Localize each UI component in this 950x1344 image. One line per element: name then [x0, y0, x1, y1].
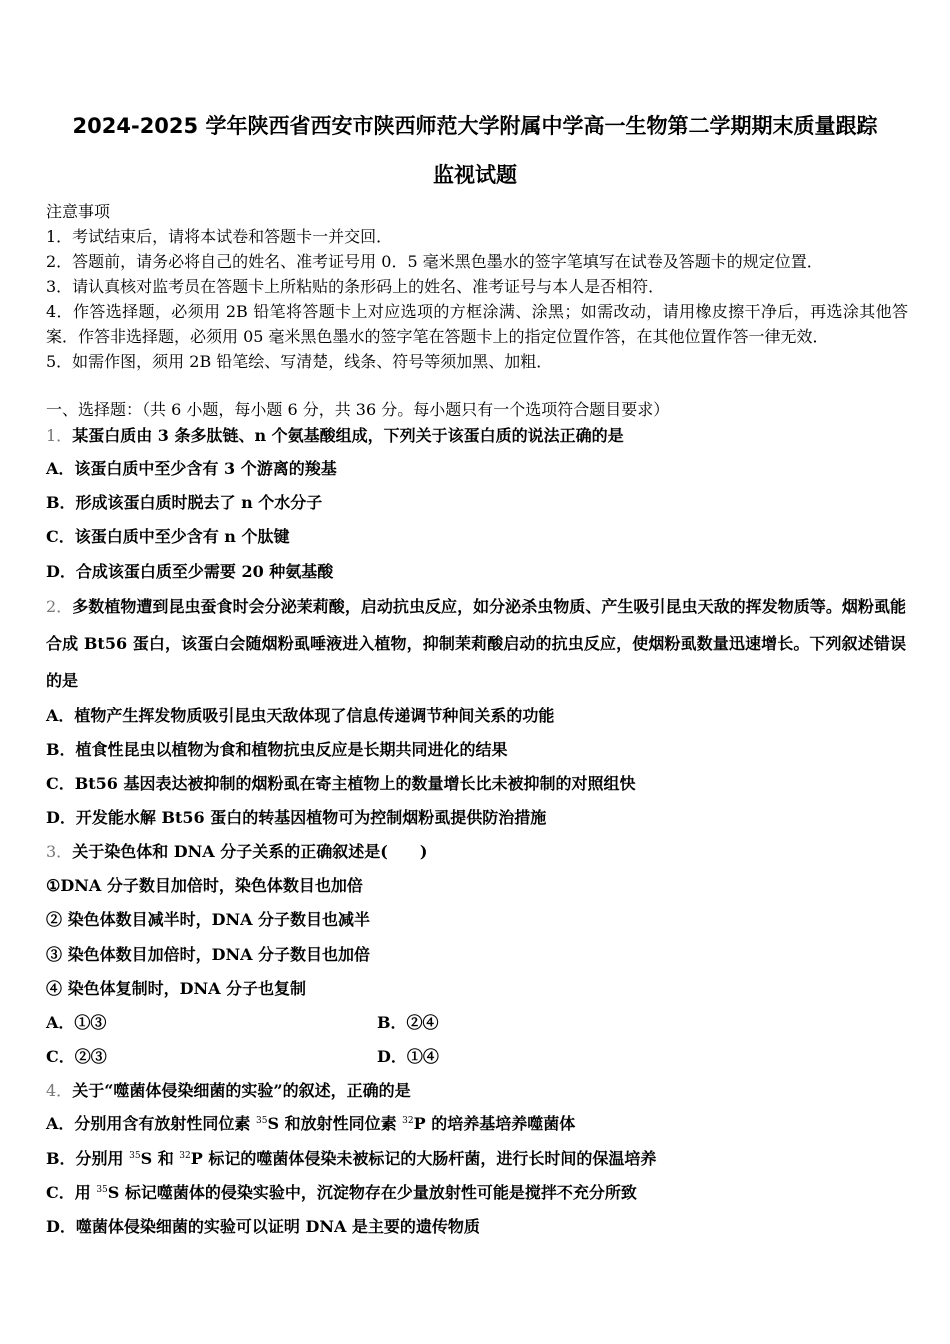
option-text: S 标记噬菌体的侵染实验中，沉淀物存在少量放射性可能是搅拌不充分所致	[107, 1183, 637, 1202]
isotope-mass-number: 32	[402, 1116, 414, 1126]
question-2-option-a: A．植物产生挥发物质吸引昆虫天敌体现了信息传递调节种间关系的功能	[46, 706, 555, 725]
question-3-statement-2: ② 染色体数目减半时，DNA 分子数目也减半	[46, 910, 371, 929]
exam-title-line-2: 监视试题	[433, 163, 517, 187]
question-1-option-b: B．形成该蛋白质时脱去了 n 个水分子	[46, 493, 323, 512]
isotope-mass-number: 35	[129, 1151, 141, 1161]
notes-heading: 注意事项	[46, 202, 111, 221]
notes-block	[46, 199, 908, 374]
isotope-mass-number: 35	[256, 1116, 268, 1126]
option-text: P 的培养基培养噬菌体	[413, 1114, 576, 1133]
note-item: 1．考试结束后，请将本试卷和答题卡一并交回．	[46, 227, 393, 246]
note-item: 5．如需作图，须用 2B 铅笔绘、写清楚，线条、符号等须加黑、加粗．	[46, 352, 553, 371]
question-1-option-d: D．合成该蛋白质至少需要 20 种氨基酸	[46, 562, 334, 581]
question-stem-text: 多数植物遭到昆虫蚕食时会分泌茉莉酸，启动抗虫反应，如分泌杀虫物质、产生吸引昆虫天敌的挥发物质等。烟粉虱能合成 Bt56 蛋白，该蛋白会随烟粉虱唾液进入植物，抑制茉莉酸启动的抗虫反应，使烟粉虱数量迅速增长。下列叙述错误的是	[46, 597, 906, 690]
question-4-option-b	[46, 1147, 656, 1171]
option-text: S 和	[140, 1149, 180, 1168]
question-number: 3．	[46, 842, 73, 861]
question-4-option-d	[46, 1215, 480, 1239]
question-3-stem	[46, 840, 427, 864]
option-text: S 和放射性同位素	[267, 1114, 403, 1133]
option-text: A．分别用含有放射性同位素	[46, 1114, 256, 1133]
question-3-statement-3: ③ 染色体数目加倍时，DNA 分子数目也加倍	[46, 945, 371, 964]
question-3-option-d: D．①④	[377, 1047, 439, 1066]
question-4-stem	[46, 1079, 411, 1103]
question-1-stem	[46, 424, 624, 448]
question-stem-text: 关于“噬菌体侵染细菌的实验”的叙述，正确的是	[72, 1081, 411, 1100]
question-2-option-d: D．开发能水解 Bt56 蛋白的转基因植物可为控制烟粉虱提供防治措施	[46, 808, 547, 827]
question-1-option-a: A．该蛋白质中至少含有 3 个游离的羧基	[46, 459, 337, 478]
question-number: 4．	[46, 1081, 73, 1100]
question-4-option-a	[46, 1112, 575, 1136]
question-4-option-c	[46, 1181, 637, 1205]
question-stem-text: 某蛋白质由 3 条多肽链、n 个氨基酸组成，下列关于该蛋白质的说法正确的是	[72, 426, 624, 445]
isotope-mass-number: 32	[179, 1151, 191, 1161]
exam-title-line-1: 2024-2025 学年陕西省西安市陕西师范大学附属中学高一生物第二学期期末质量跟踪	[72, 114, 878, 138]
question-2-option-b: B．植食性昆虫以植物为食和植物抗虫反应是长期共同进化的结果	[46, 740, 508, 759]
question-number: 1．	[46, 426, 73, 445]
option-text: P 标记的噬菌体侵染未被标记的大肠杆菌，进行长时间的保温培养	[190, 1149, 657, 1168]
question-3-option-b: B．②④	[377, 1013, 439, 1032]
option-text: D．噬菌体侵染细菌的实验可以证明 DNA 是主要的遗传物质	[46, 1217, 480, 1236]
option-text: B．分别用	[46, 1149, 130, 1168]
question-2-stem	[46, 588, 906, 699]
question-stem-text: 关于染色体和 DNA 分子关系的正确叙述是( )	[72, 842, 428, 861]
question-2-option-c: C．Bt56 基因表达被抑制的烟粉虱在寄主植物上的数量增长比未被抑制的对照组快	[46, 774, 636, 793]
section-heading: 一、选择题：（共 6 小题，每小题 6 分，共 36 分。每小题只有一个选项符合题目要求）	[46, 400, 670, 419]
question-3-statement-1: ①DNA 分子数目加倍时，染色体数目也加倍	[46, 876, 363, 895]
question-1-option-c: C．该蛋白质中至少含有 n 个肽键	[46, 527, 290, 546]
isotope-mass-number: 35	[96, 1185, 108, 1195]
note-item: 2．答题前，请务必将自己的姓名、准考证号用 0．5 毫米黑色墨水的签字笔填写在试卷及答题卡的规定位置．	[46, 252, 823, 271]
question-3-statement-4: ④ 染色体复制时，DNA 分子也复制	[46, 979, 307, 998]
note-item: 3．请认真核对监考员在答题卡上所粘贴的条形码上的姓名、准考证号与本人是否相符．	[46, 277, 665, 296]
question-3-option-a: A．①③	[46, 1013, 107, 1032]
note-item: 4．作答选择题，必须用 2B 铅笔将答题卡上对应选项的方框涂满、涂黑；如需改动，请用橡皮擦干净后，再选涂其他答案．作答非选择题，必须用 05 毫米黑色墨水的签字笔在答题卡上的指定位置作答，在其他位置作答一律无效．	[46, 302, 908, 346]
question-number: 2．	[46, 597, 73, 616]
option-text: C．用	[46, 1183, 97, 1202]
question-3-option-c: C．②③	[46, 1047, 107, 1066]
